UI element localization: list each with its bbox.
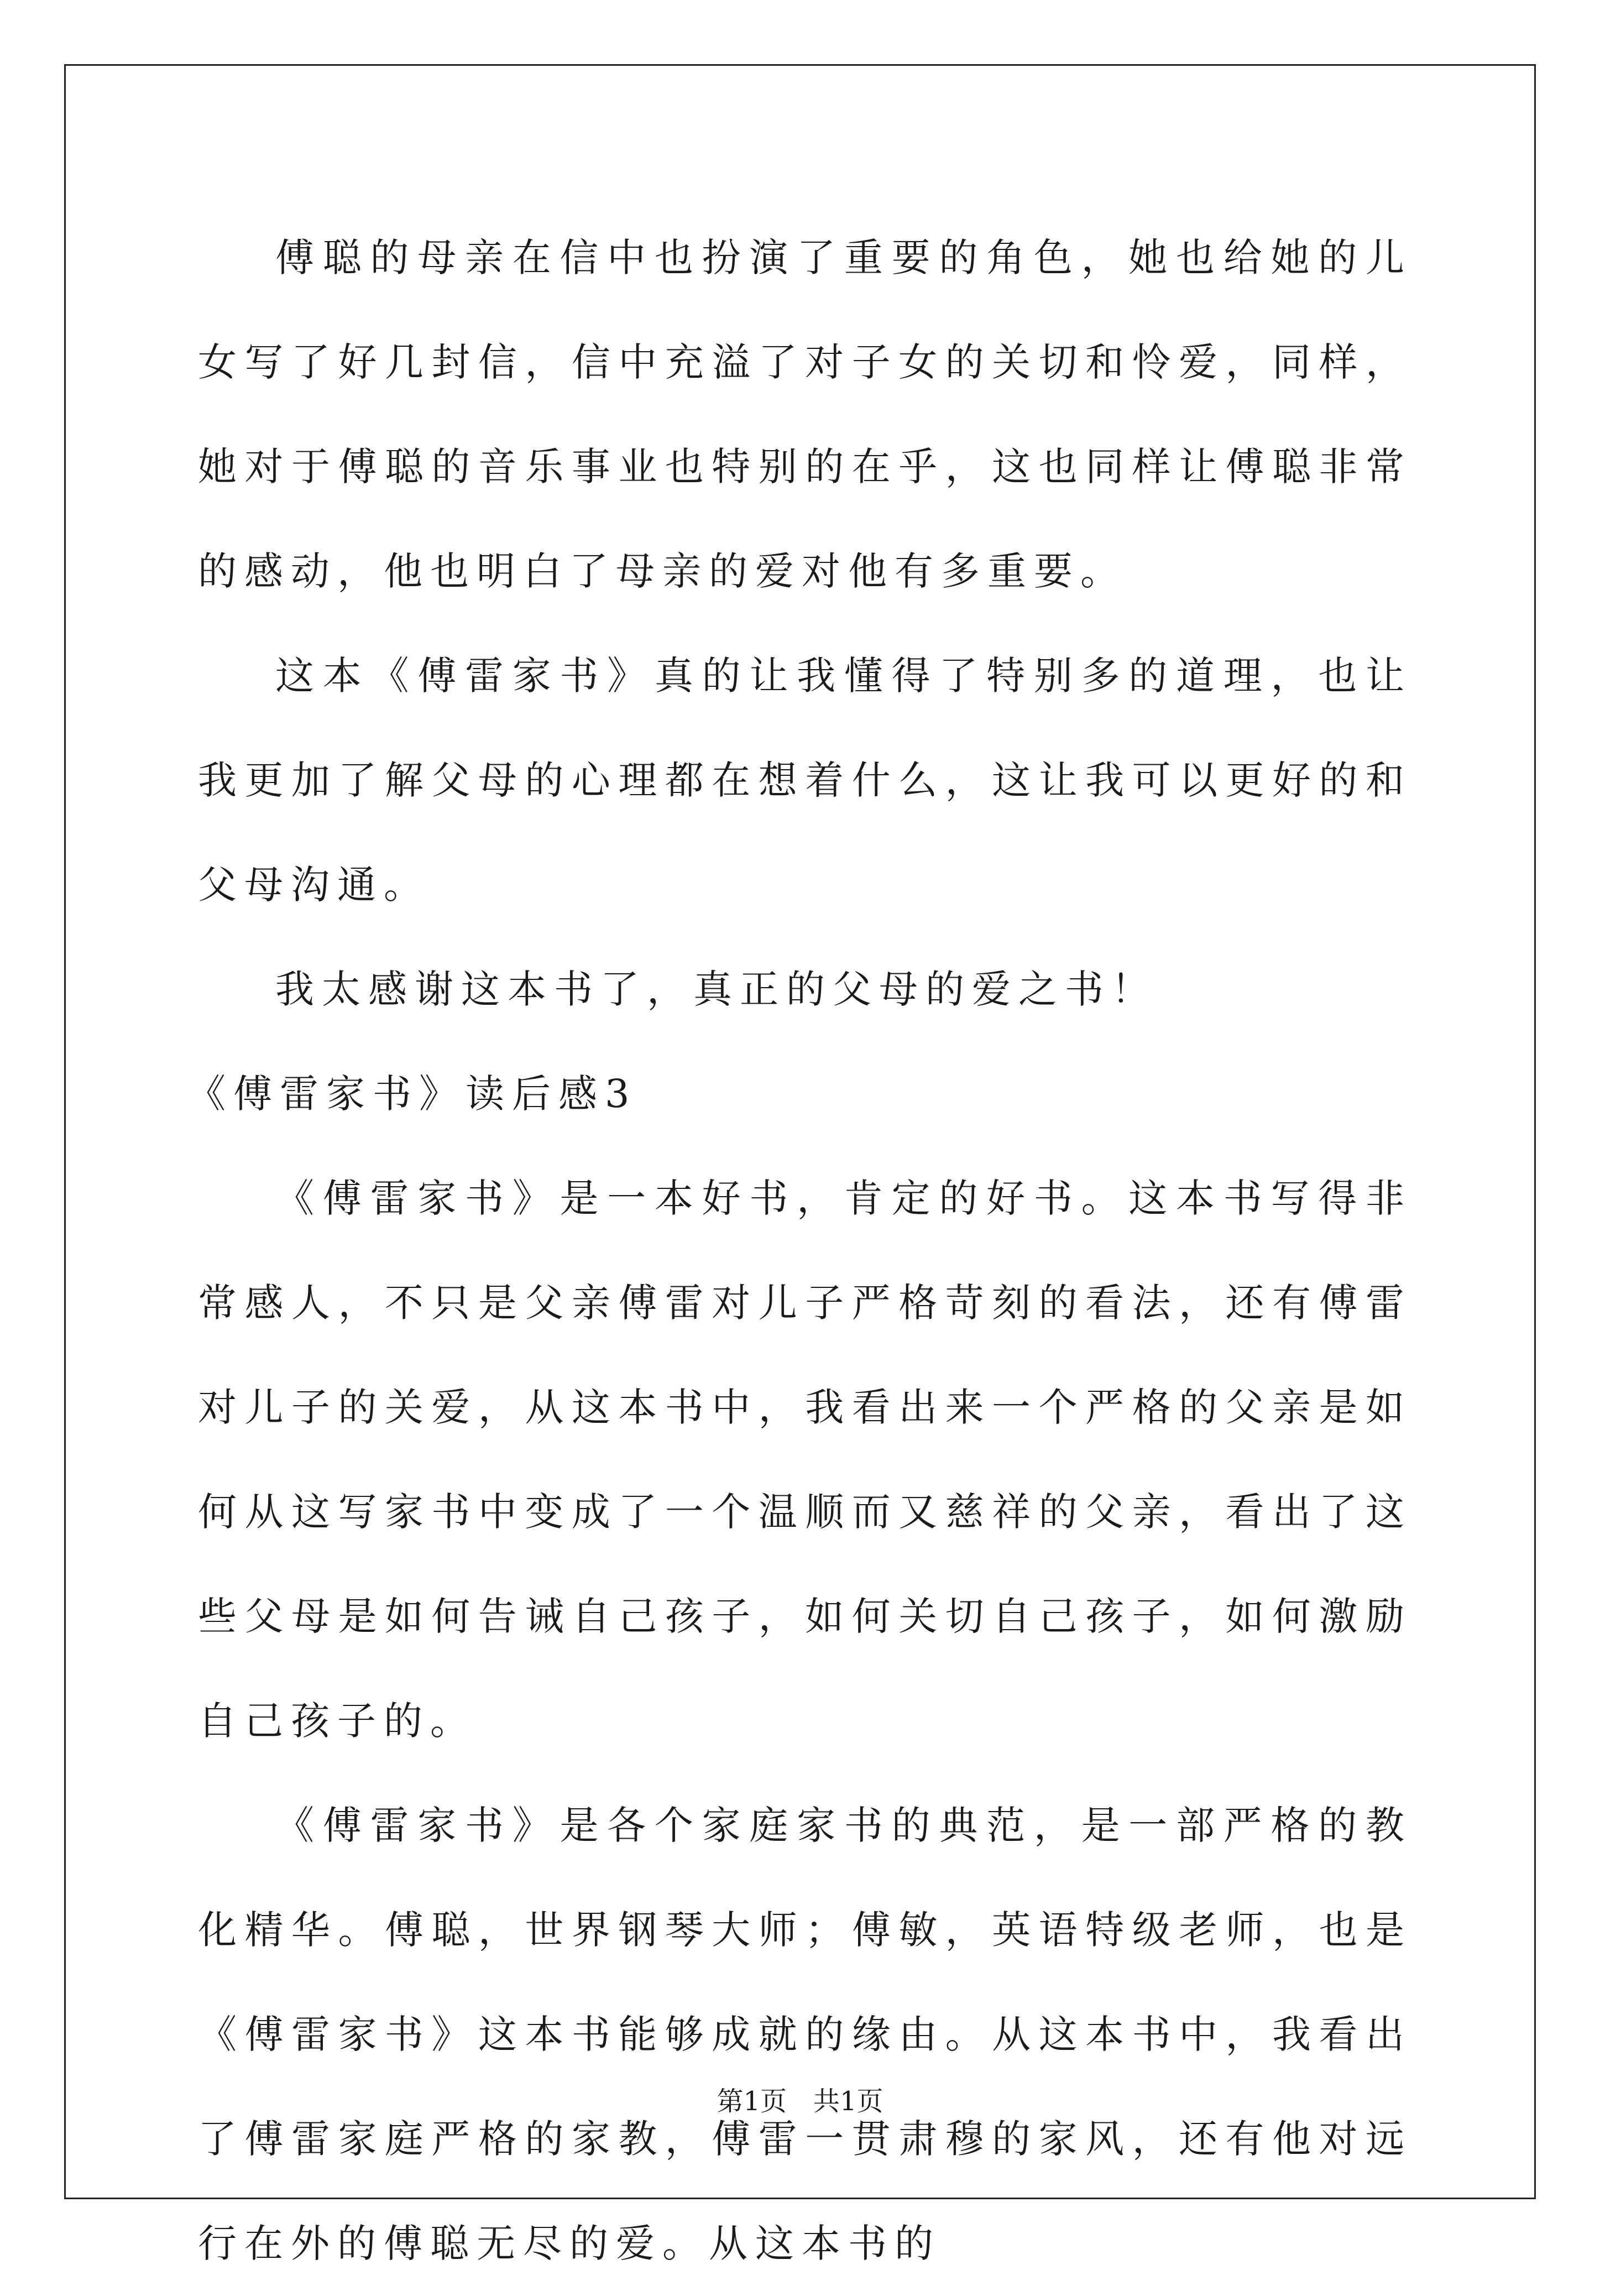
page-number: 第1页	[717, 2086, 787, 2117]
total-pages: 共1页	[813, 2086, 883, 2117]
document-body	[187, 206, 1412, 2296]
paragraph-family-letters-model: 《傅雷家书》是各个家庭家书的典范，是一部严格的教化精华。傅聪，世界钢琴大师；傅敏，英语特级老师，也是《傅雷家书》这本书能够成就的缘由。从这本书中，我看出了傅雷家庭严格的家教，傅雷一贯肃穆的家风，还有他对远行在外的傅聪无尽的爱。从这本书的	[198, 1803, 1412, 2266]
paragraph-thanks: 我太感谢这本书了，真正的父母的爱之书！	[275, 967, 1158, 1012]
paragraph-understanding-parents: 这本《傅雷家书》真的让我懂得了特别多的道理，也让我更加了解父母的心理都在想着什么，这让我可以更好的和父母沟通。	[198, 653, 1412, 907]
page-footer	[0, 2085, 1600, 2118]
section-heading: 《傅雷家书》读后感3	[187, 1071, 637, 1116]
paragraph-mother-letters: 傅聪的母亲在信中也扮演了重要的角色，她也给她的儿女写了好几封信，信中充溢了对子女的关切和怜爱，同样，她对于傅聪的音乐事业也特别的在乎，这也同样让傅聪非常的感动，他也明白了母亲的爱对他有多重要。	[198, 235, 1412, 594]
paragraph-good-book: 《傅雷家书》是一本好书，肯定的好书。这本书写得非常感人，不只是父亲傅雷对儿子严格苛刻的看法，还有傅雷对儿子的关爱，从这本书中，我看出来一个严格的父亲是如何从这写家书中变成了一个温顺而又慈祥的父亲，看出了这些父母是如何告诫自己孩子，如何关切自己孩子，如何激励自己孩子的。	[198, 1176, 1412, 1744]
